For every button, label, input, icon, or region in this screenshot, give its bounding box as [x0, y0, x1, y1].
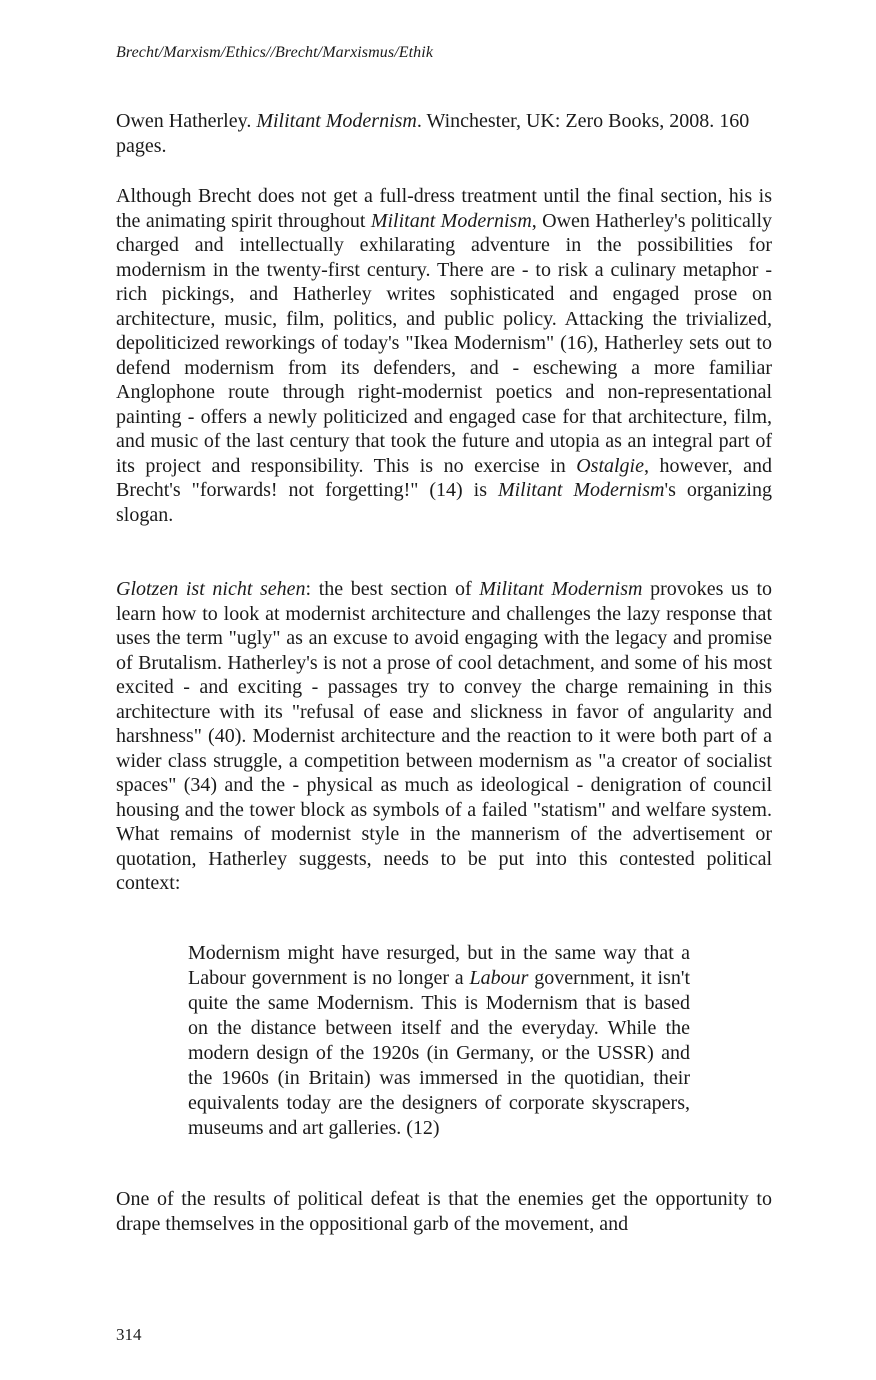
block-quote: [188, 941, 690, 1141]
paragraph-1-italic-a: Militant Modernism: [370, 209, 532, 232]
paragraph-1-italic-c: Militant Modernism: [497, 479, 665, 501]
paragraph-1-italic-b: Ostalgie: [576, 454, 644, 477]
paragraph-2-text-b: provokes us to learn how to look at modernist architecture and challenges the lazy response that uses the term "ugly" as an excuse to avoid engaging with the legacy and promise of Brutalism. Hatherley's is not a prose of cool detachment, and some of his most excited - and exciting - passages try to convey the charge remaining in this architecture with its "refusal of ease and slickness in favor of angularity and harshness" (40). Modernist architecture and the reaction to it were both part of a wider class struggle, a competition between modernism as "a creator of socialist spaces" (34) and the - physical as much as ideological - denigration of council housing and the tower block as symbols of a failed "statism" and welfare system. What remains of modernist style in the mannerism of the advertisement or quotation, Hatherley suggests, needs to be put into this contested political context:: [116, 578, 773, 894]
paragraph-2-text-a: : the best section of: [305, 578, 480, 600]
paragraph-1-text-d: 's organizing slogan.: [116, 479, 772, 526]
running-head: Brecht/Marxism/Ethics//Brecht/Marxismus/Ethik: [116, 44, 434, 61]
paragraph-1-text-c: , however, and Brecht's "forwards! not forgetting!" (14) is: [116, 454, 772, 501]
paragraph-1-text-a: Although Brecht does not get a full-dress treatment until the final section, his is the animating spirit throughout: [116, 185, 772, 232]
paragraph-2: [116, 577, 772, 896]
paragraph-2-italic-b: Militant Modernism: [479, 578, 643, 600]
block-quote-italic: Labour: [469, 967, 529, 989]
book-citation: [116, 109, 772, 159]
paragraph-1-text-b: , Owen Hatherley's politically charged and intellectually exhilarating adventure in the possibilities for modernism in the twenty-first century. There are - to risk a culinary metaphor - rich pickings, and Hatherley writes sophisticated and engaged prose on architecture, music, film, politics, and public policy. Attacking the trivialized, depoliticized reworkings of today's "Ikea Modernism" (16), Hatherley sets out to defend modernism from its defenders, and - eschewing a more familiar Anglophone route through right-modernist poetics and non-representational painting - offers a newly politicized and engaged case for that architecture, film, and music of the last century that took the future and utopia as an integral part of its project and responsibility. This is no exercise in: [116, 209, 772, 477]
paragraph-1: [116, 184, 772, 527]
paragraph-3-text: One of the results of political defeat is that the enemies get the opportunity to drape themselves in the oppositional garb of the movement, and: [116, 1188, 772, 1235]
block-quote-text-b: government, it isn't quite the same Modernism. This is Modernism that is based on the distance between itself and the everyday. While the modern design of the 1920s (in Germany, or the USSR) and the 1960s (in Britain) was immersed in the quotidian, their equivalents today are the designers of corporate skyscrapers, museums and art galleries. (12): [188, 967, 691, 1139]
citation-details: . Winchester, UK: Zero Books, 2008. 160 pages.: [116, 110, 750, 157]
citation-author: Owen Hatherley.: [116, 110, 257, 132]
page-number: 314: [116, 1325, 142, 1344]
paragraph-2-italic-a: Glotzen ist nicht sehen: [116, 578, 306, 600]
citation-title: Militant Modernism: [256, 110, 417, 132]
paragraph-3: [116, 1187, 772, 1236]
block-quote-text-a: Modernism might have resurged, but in the same way that a Labour government is no longer a: [188, 942, 690, 989]
